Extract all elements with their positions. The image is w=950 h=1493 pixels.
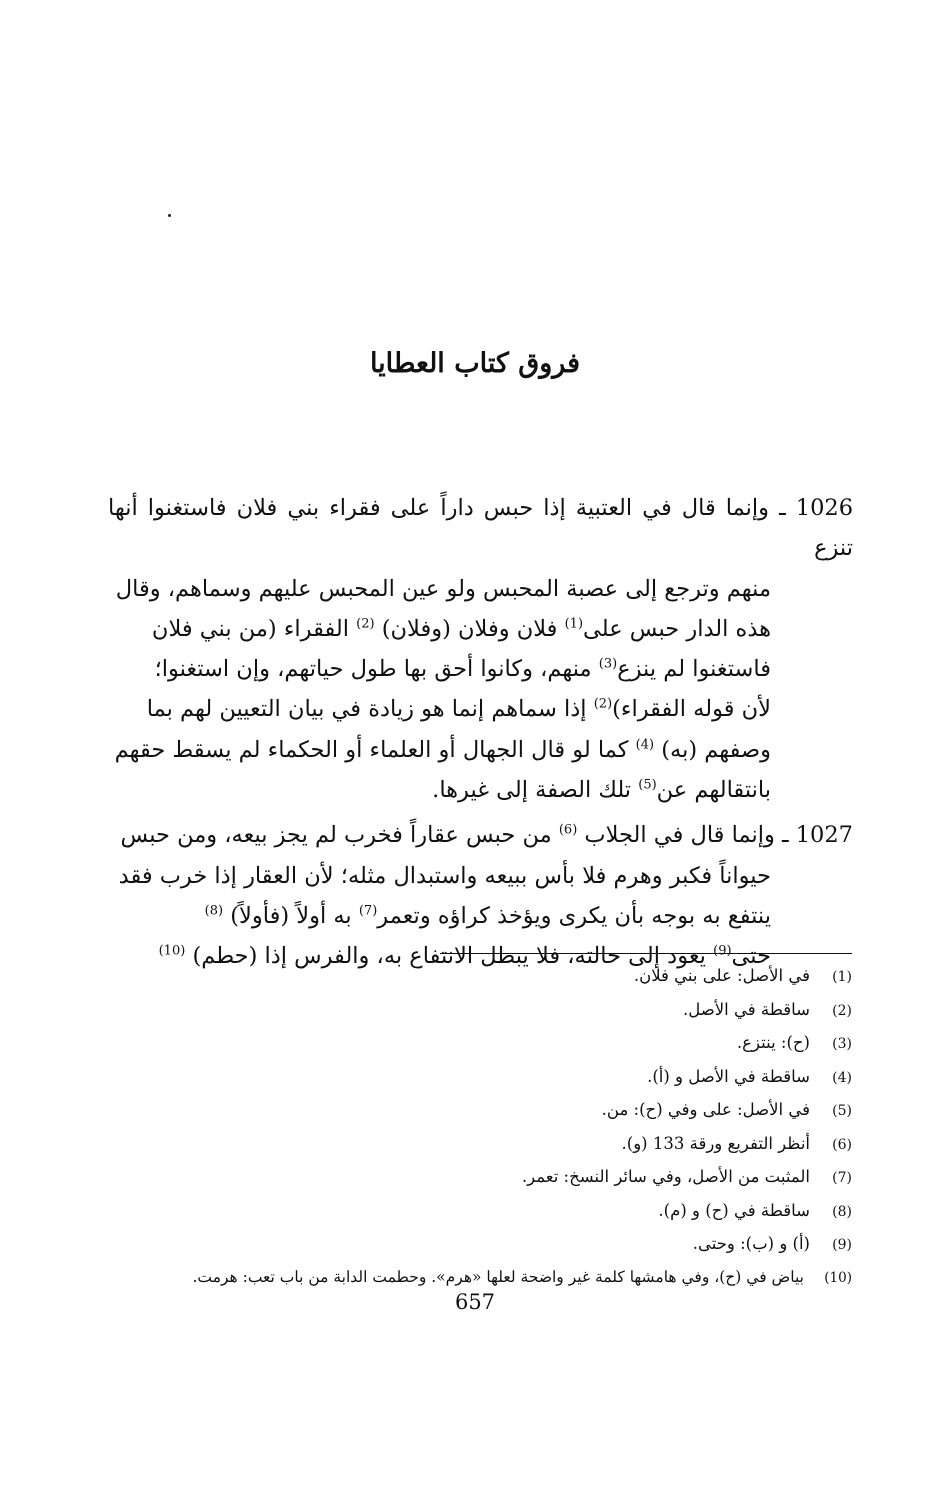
footnote-ref[interactable]: (5): [638, 777, 657, 793]
ink-speck: [168, 214, 171, 217]
text-line: [108, 770, 771, 810]
footnote-ref[interactable]: (4): [635, 737, 655, 753]
footnote-text: ساقطة في (ح) و (م).: [658, 1200, 810, 1220]
footnote-item: [100, 994, 852, 1028]
footnote-text: في الأصل: على وفي (ح): من.: [601, 1100, 810, 1119]
footnote-ref[interactable]: (9): [713, 943, 732, 959]
footnote-text: المثبت من الأصل، وفي سائر النسخ: تعمر.: [521, 1167, 810, 1186]
footnote-number: (8): [832, 1203, 852, 1220]
text-segment: ينتفع به بوجه بأن يكرى ويؤخذ كراؤه وتعمر: [377, 902, 771, 929]
footnote-ref[interactable]: (3): [598, 656, 618, 672]
paragraph-1026: [108, 488, 853, 810]
text-line: [108, 649, 771, 689]
footnote-ref[interactable]: (10): [158, 943, 186, 959]
footnote-number: (5): [832, 1103, 852, 1119]
footnote-ref[interactable]: (2): [356, 616, 375, 632]
text-segment: وإنما قال في الجلاب: [584, 822, 775, 849]
footnote-number: (1): [832, 969, 852, 985]
footnote-text: (أ) و (ب): وحتى.: [692, 1234, 810, 1253]
footnote-number: (4): [832, 1069, 852, 1086]
footnote-ref[interactable]: (7): [358, 903, 378, 919]
footnote-ref[interactable]: (8): [204, 903, 224, 919]
text-segment: فاستغنوا لم ينزع: [617, 656, 771, 683]
paragraph-first-line: [108, 815, 853, 855]
footnote-item: [100, 1161, 852, 1195]
text-line: وإنما قال في العتبية إذا حبس داراً على فقراء بني فلان فاستغنوا أنها تنزع: [108, 495, 853, 562]
footnote-ref[interactable]: (6): [558, 822, 578, 838]
footnote-ref[interactable]: (1): [564, 616, 584, 632]
text-segment: بانتقالهم عن: [656, 777, 771, 804]
paragraph-continuation: [108, 856, 853, 977]
body-text: [108, 488, 853, 982]
footnote-number: (6): [832, 1136, 852, 1153]
text-line: حيواناً فكبر وهرم فلا بأس ببيعه واستبدال مثله؛ لأن العقار إذا خرب فقد: [118, 862, 771, 889]
text-line: [108, 609, 771, 649]
footnote-item: [100, 1228, 852, 1262]
text-segment: من حبس عقاراً فخرب لم يجز بيعه، ومن حبس: [120, 822, 552, 849]
text-segment: هذه الدار حبس على: [583, 615, 771, 642]
footnote-text: بياض في (ح)، وفي هامشها كلمة غير واضحة لعلها «هرم». وحطمت الدابة من باب تعب: هرمت.: [192, 1267, 804, 1286]
footnote-number: (10): [824, 1269, 852, 1286]
paragraph-number: 1026: [795, 495, 854, 521]
text-line: [108, 896, 771, 936]
footnote-item: [100, 1128, 852, 1162]
footnote-item: [100, 1027, 852, 1061]
footnote-number: (9): [832, 1237, 852, 1253]
text-segment: الفقراء (من بني فلان: [151, 615, 349, 642]
footnote-text: (ح): ينتزع.: [736, 1033, 810, 1052]
paragraph-number: 1027: [795, 822, 853, 849]
page-number: 657: [454, 1290, 496, 1314]
text-segment: وصفهم (به): [661, 736, 771, 763]
footnote-item: [100, 1094, 852, 1128]
footnote-item: [100, 960, 852, 994]
footnote-number: (3): [832, 1036, 852, 1052]
footnote-item: [100, 1061, 852, 1095]
paragraph-continuation: [108, 569, 853, 811]
footnote-ref[interactable]: (2): [593, 696, 613, 712]
text-line: [108, 689, 771, 729]
footnote-text: ساقطة في الأصل و (أ).: [647, 1066, 810, 1086]
footnote-text: في الأصل: على بني فلان.: [633, 966, 810, 985]
text-segment: كما لو قال الجهال أو العلماء أو الحكماء لم يسقط حقهم: [114, 736, 629, 763]
footnote-text: ساقطة في الأصل.: [683, 999, 810, 1019]
footnote-number: (7): [832, 1170, 852, 1186]
paragraph-first-line: [108, 488, 853, 569]
text-line: منهم وترجع إلى عصبة المحبس ولو عين المحبس عليهم وسماهم، وقال: [115, 575, 771, 602]
footnote-divider: [440, 953, 852, 954]
text-segment: حتى: [731, 943, 771, 970]
text-segment: إذا سماهم إنما هو زيادة في بيان التعيين لهم بما: [146, 696, 587, 723]
text-segment: فلان وفلان (وفلان): [381, 615, 558, 642]
text-segment: يعود إلى حالته، فلا يبطل الانتفاع به، والفرس إذا (حطم): [192, 943, 706, 970]
paragraph-dash: ـ: [779, 495, 786, 521]
text-segment: لأن قوله الفقراء): [612, 696, 771, 723]
text-segment: به أولاً (فأولاً): [230, 902, 352, 929]
paragraph-dash: ـ: [781, 822, 789, 849]
footnote-number: (2): [832, 1002, 852, 1019]
text-segment: منهم، وكانوا أحق بها طول حياتهم، وإن استغنوا؛: [154, 656, 592, 683]
text-segment: تلك الصفة إلى غيرها.: [432, 777, 632, 804]
page-heading: فروق كتاب العطايا: [369, 348, 581, 379]
text-line: [108, 730, 771, 770]
footnote-text: أنظر التفريع ورقة 133 (و).: [621, 1133, 810, 1153]
footnotes: [100, 960, 852, 1294]
footnote-item: [100, 1195, 852, 1229]
